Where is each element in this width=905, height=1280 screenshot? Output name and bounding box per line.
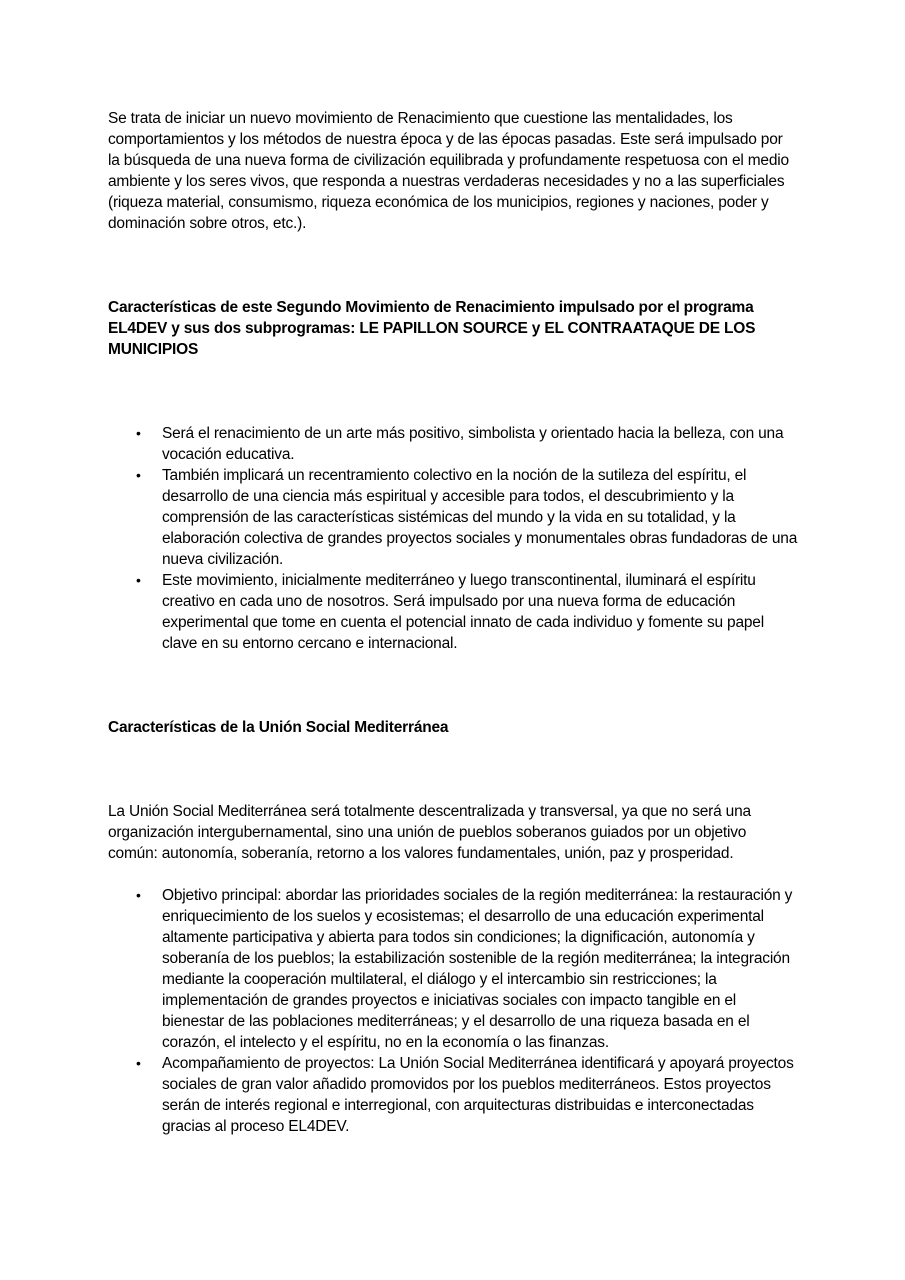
list-item <box>108 465 798 570</box>
section2-bullet-list <box>108 885 798 1137</box>
section1-heading: Características de este Segundo Movimiento de Renacimiento impulsado por el programa EL4DEV y sus dos subprogramas: LE PAPILLON SOURCE y EL CONTRAATAQUE DE LOS MUNICIPIOS <box>108 299 756 358</box>
list-item-text: Este movimiento, inicialmente mediterráneo y luego transcontinental, iluminará el espíritu creativo en cada uno de nosotros. Será impulsado por una nueva forma de educación experimental que tome en cuenta el potencial innato de cada individuo y fomente su papel clave en su entorno cercano e internacional. <box>162 572 764 652</box>
list-item <box>108 1053 798 1137</box>
list-item <box>108 570 798 654</box>
document-page <box>108 108 798 1137</box>
section2-paragraph: La Unión Social Mediterránea será totalmente descentralizada y transversal, ya que no será una organización intergubernamental, sino una unión de pueblos soberanos guiados por un objetivo común: autonomía, soberanía, retorno a los valores fundamentales, unión, paz y prosperidad. <box>108 803 751 862</box>
list-item-text: Será el renacimiento de un arte más positivo, simbolista y orientado hacia la belleza, con una vocación educativa. <box>162 425 784 463</box>
intro-paragraph: Se trata de iniciar un nuevo movimiento de Renacimiento que cuestione las mentalidades, los comportamientos y los métodos de nuestra época y de las épocas pasadas. Este será impulsado por la búsqueda de una nueva forma de civilización equilibrada y profundamente respetuosa con el medio ambiente y los seres vivos, que responda a nuestras verdaderas necesidades y no a las superficiales (riqueza material, consumismo, riqueza económica de los municipios, regiones y naciones, poder y dominación sobre otros, etc.). <box>108 110 789 232</box>
list-item-text: También implicará un recentramiento colectivo en la noción de la sutileza del espíritu, el desarrollo de una ciencia más espiritual y accesible para todos, el descubrimiento y la comprensión de las características sistémicas del mundo y la vida en su totalidad, y la elaboración colectiva de grandes proyectos sociales y monumentales obras fundadoras de una nueva civilización. <box>162 467 798 568</box>
section2-heading: Características de la Unión Social Mediterránea <box>108 719 449 736</box>
bullet-icon: • <box>136 467 141 483</box>
list-item <box>108 423 798 465</box>
bullet-icon: • <box>136 572 141 588</box>
bullet-icon: • <box>136 1055 141 1071</box>
list-item <box>108 885 798 1053</box>
bullet-icon: • <box>136 425 141 441</box>
section1-bullet-list <box>108 423 798 654</box>
bullet-icon: • <box>136 887 141 903</box>
list-item-text: Acompañamiento de proyectos: La Unión Social Mediterránea identificará y apoyará proyectos sociales de gran valor añadido promovidos por los pueblos mediterráneos. Estos proyectos serán de interés regional e interregional, con arquitecturas distribuidas e interconectadas gracias al proceso EL4DEV. <box>162 1055 794 1135</box>
list-item-text: Objetivo principal: abordar las prioridades sociales de la región mediterránea: la restauración y enriquecimiento de los suelos y ecosistemas; el desarrollo de una educación experimental altamente participativa y abierta para todos sin condiciones; la dignificación, autonomía y soberanía de los pueblos; la estabilización sostenible de la región mediterránea; la integración mediante la cooperación multilateral, el diálogo y el intercambio sin restricciones; la implementación de grandes proyectos e iniciativas sociales con impacto tangible en el bienestar de las poblaciones mediterráneas; y el desarrollo de una riqueza basada en el corazón, el intelecto y el espíritu, no en la economía o las finanzas. <box>162 887 793 1051</box>
